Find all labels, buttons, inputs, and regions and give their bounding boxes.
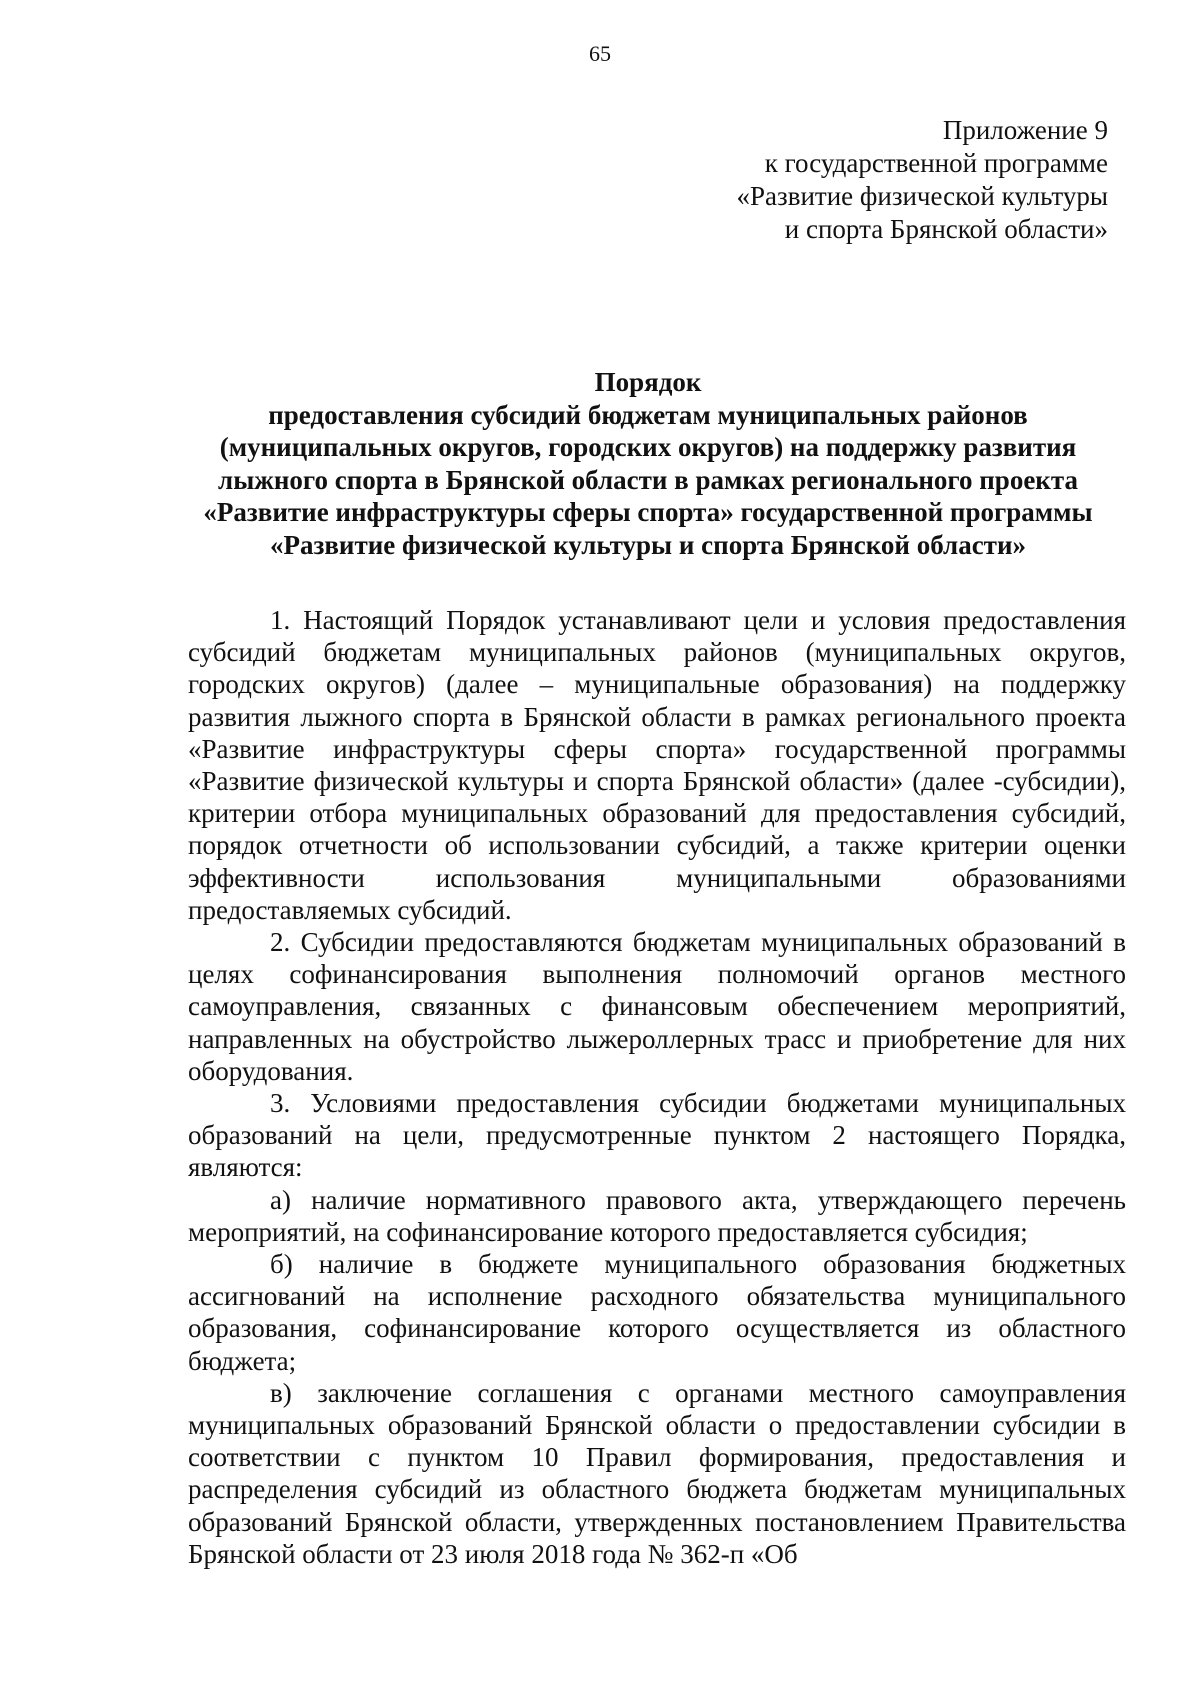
title-line: предоставления субсидий бюджетам муниципальных районов xyxy=(268,399,1028,430)
appendix-header xyxy=(548,114,1108,246)
title-line: «Развитие физической культуры и спорта Брянской области» xyxy=(269,529,1026,560)
document-title xyxy=(178,366,1118,561)
appendix-line: к государственной программе xyxy=(764,148,1108,178)
paragraph-3b: б) наличие в бюджете муниципального образования бюджетных ассигнований на исполнение расходного обязательства муниципального образования, софинансирование которого осуществляется из областного бюджета; xyxy=(188,1249,1126,1376)
appendix-line: и спорта Брянской области» xyxy=(784,214,1108,244)
paragraph-3a: а) наличие нормативного правового акта, утверждающего перечень мероприятий, на софинансирование которого предоставляется субсидия; xyxy=(188,1184,1126,1247)
page-number: 65 xyxy=(589,41,611,66)
appendix-line: Приложение 9 xyxy=(942,115,1108,145)
paragraph-2: 2. Субсидии предоставляются бюджетам муниципальных образований в целях софинансирования выполнения полномочий органов местного самоуправления, связанных с финансовым обеспечением мероприятий, направленных на обустройство лыжероллерных трасс и приобретение для них оборудования. xyxy=(188,927,1126,1086)
title-line: лыжного спорта в Брянской области в рамках регионального проекта xyxy=(218,464,1078,495)
title-line: (муниципальных округов, городских округов) на поддержку развития xyxy=(219,432,1077,462)
appendix-line: «Развитие физической культуры xyxy=(736,181,1108,211)
paragraph-1: 1. Настоящий Порядок устанавливают цели и условия предоставления субсидий бюджетам муниципальных районов (муниципальных округов, городских округов) (далее – муниципальные образования) на поддержку развития лыжного спорта в Брянской области в рамках регионального проекта «Развитие инфраструктуры сферы спорта» государственной программы «Развитие физической культуры и спорта Брянской области» (далее -субсидии), критерии отбора муниципальных образований для предоставления субсидий, порядок отчетности об использовании субсидий, а также критерии оценки эффективности использования муниципальными образованиями предоставляемых субсидий. xyxy=(188,605,1126,925)
paragraph-3c: в) заключение соглашения с органами местного самоуправления муниципальных образований Брянской области о предоставлении субсидии в соответствии с пунктом 10 Правил формирования, предоставления и распределения субсидий из областного бюджета бюджетам муниципальных образований Брянской области, утвержденных постановлением Правительства Брянской области от 23 июля 2018 года № 362-п «Об xyxy=(188,1377,1126,1569)
title-line: «Развитие инфраструктуры сферы спорта» государственной программы xyxy=(203,497,1093,527)
document-body xyxy=(188,604,1126,1570)
title-heading: Порядок xyxy=(594,367,702,397)
paragraph-3: 3. Условиями предоставления субсидии бюджетами муниципальных образований на цели, предусмотренные пунктом 2 настоящего Порядка, являются: xyxy=(188,1088,1126,1183)
